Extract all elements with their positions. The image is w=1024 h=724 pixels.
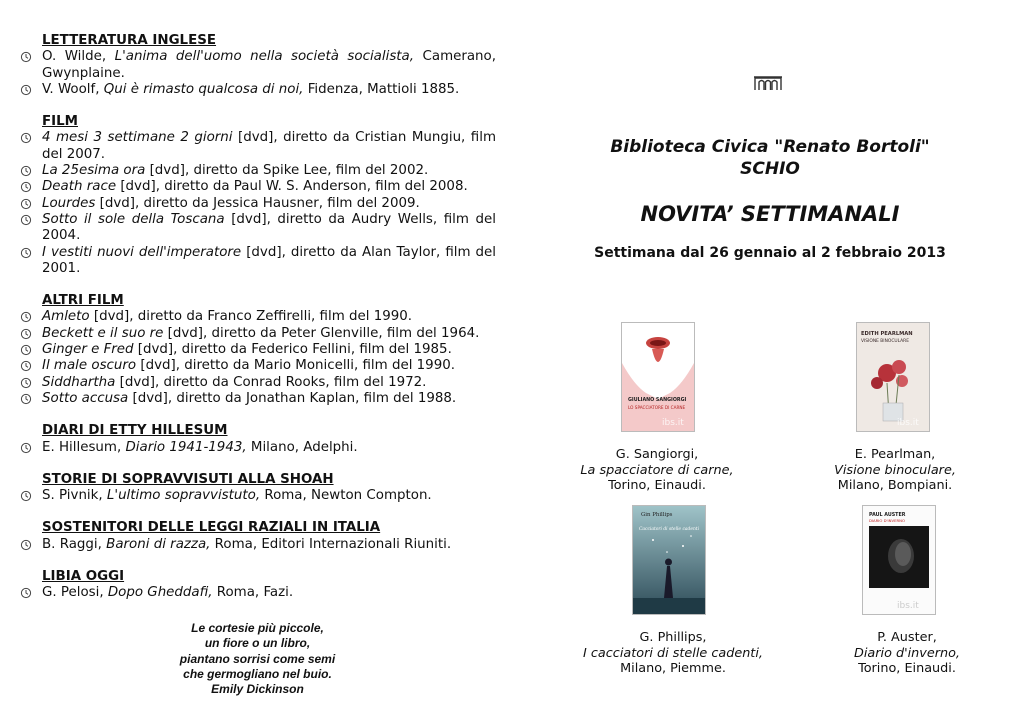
item-title: Amleto [42,309,90,325]
item-text: O. Wilde, [42,49,115,65]
list-item [20,309,496,325]
library-title [560,136,980,180]
book-cover [632,505,706,615]
book-title: Visione binoculare, [834,462,956,478]
item-details: [dvd], diretto da Mario Monicelli, film del 1990. [136,358,455,374]
book-entry [573,630,773,677]
sections-list [20,33,496,602]
item-details: [dvd], diretto da Federico Fellini, film del 1985. [133,342,452,358]
clock-bullet-icon [20,587,32,599]
item-details: Roma, Editori Internazionali Riuniti. [210,536,452,552]
item-details: [dvd], diretto da Audry Wells, film del 2004. [42,211,496,244]
list-item [20,440,496,456]
list-item [20,375,496,391]
item-text: V. Woolf, [42,81,104,97]
section-title: FILM [42,114,78,130]
section [20,33,496,98]
cover-author: PAUL AUSTER [869,513,906,518]
clock-bullet-icon [20,311,32,323]
item-details: [dvd], diretto da Jonathan Kaplan, film del 1988. [128,390,457,406]
library-name: Biblioteca Civica "Renato Bortoli" [610,137,930,157]
item-details: [dvd], diretto da Peter Glenville, film del 1964. [163,325,480,341]
clock-bullet-icon [20,214,32,226]
book-author: P. Auster, [877,630,937,645]
clock-bullet-icon [20,393,32,405]
list-item [20,342,496,358]
clock-bullet-icon [20,51,32,63]
item-details: [dvd], diretto da Alan Taylor, film del 2001. [42,244,496,276]
library-city: SCHIO [740,159,800,179]
week-range: Settimana dal 26 gennaio al 2 febbraio 2013 [594,245,946,261]
list-item [20,179,496,195]
item-title: Death race [42,179,117,195]
book-entry [795,447,995,494]
item-title: Baroni di razza, [106,536,211,552]
clock-bullet-icon [20,247,32,259]
item-details: [dvd], diretto da Conrad Rooks, film del 1972. [115,374,427,390]
clock-bullet-icon [20,198,32,210]
cover-title: Cacciatori di stelle cadenti [639,526,700,532]
item-title: Beckett e il suo re [42,325,164,341]
list-item [20,196,496,212]
book-author: E. Pearlman, [854,447,936,462]
list-item [20,212,496,245]
item-details: Roma, Newton Compton. [260,488,432,504]
item-details: [dvd], diretto da Franco Zeffirelli, film del 1990. [89,309,413,325]
item-details: Fidenza, Mattioli 1885. [303,81,460,97]
item-title: Il male oscuro [42,358,137,374]
book-publisher: Torino, Einaudi. [608,478,706,493]
item-title: Dopo Gheddafi, [107,585,213,601]
quote-line: Le cortesie più piccole, [191,621,324,635]
cover-watermark: ibs.it [897,601,919,611]
list-item [20,488,496,504]
clock-bullet-icon [20,181,32,193]
book-author: G. Sangiorgi, [615,447,699,462]
item-title: Siddhartha [42,374,116,390]
clock-bullet-icon [20,360,32,372]
section-title: LETTERATURA INGLESE [42,33,217,48]
cover-author: Gin Phillips [641,512,673,518]
clock-bullet-icon [20,539,32,551]
cover-watermark: ibs.it [662,418,684,428]
list-item [20,585,496,601]
clock-bullet-icon [20,377,32,389]
quote-line: che germogliano nel buio. [183,666,332,681]
left-column [20,33,496,618]
clock-bullet-icon [20,344,32,356]
section [20,520,496,553]
list-item [20,326,496,342]
book-cover [856,322,930,432]
item-title: I vestiti nuovi dell'imperatore [42,244,242,260]
item-text: E. Hillesum, [42,439,126,455]
clock-bullet-icon [20,84,32,96]
item-details: [dvd], diretto da Spike Lee, film del 2002. [145,163,429,179]
item-title: L'ultimo sopravvistuto, [106,488,261,504]
quote-line: piantano sorrisi come semi [179,651,336,666]
book-author: G. Phillips, [639,630,707,645]
list-item [20,130,496,163]
book-cover [621,322,695,432]
section-title: LIBIA OGGI [42,569,125,585]
item-title: 4 mesi 3 settimane 2 giorni [42,130,233,146]
page-title: NOVITA’ SETTIMANALI [640,202,900,226]
cover-author: EDITH PEARLMAN [861,331,913,337]
quote-line: un fiore o un libro, [204,636,311,651]
item-title: Diario 1941-1943, [125,439,247,455]
item-text: G. Pelosi, [42,585,108,601]
library-logo-icon [753,72,783,92]
clock-bullet-icon [20,442,32,454]
clock-bullet-icon [20,165,32,177]
item-text: S. Pivnik, [42,488,107,504]
list-item [20,245,496,278]
item-title: La 25esima ora [42,163,146,179]
cover-author: GIULIANO SANGIORGI [628,398,687,403]
item-title: Sotto accusa [42,390,129,406]
book-title: Diario d'inverno, [854,645,960,661]
section [20,114,496,277]
list-item [20,163,496,179]
quote-author: Emily Dickinson [211,682,304,697]
cover-title: VISIONE BINOCULARE [861,339,909,344]
book-publisher: Milano, Bompiani. [837,478,953,493]
item-details: [dvd], diretto da Jessica Hausner, film del 2009. [95,195,420,211]
section-title: SOSTENITORI DELLE LEGGI RAZIALI IN ITALIA [42,520,381,536]
quote [150,621,365,697]
section [20,423,496,456]
section [20,472,496,505]
section [20,569,496,602]
book-entry [557,447,757,494]
item-details: Roma, Fazi. [212,585,294,601]
section [20,293,496,407]
item-text: B. Raggi, [42,536,107,552]
clock-bullet-icon [20,328,32,340]
cover-title: LO SPACCIATORE DI CARNE [628,405,686,410]
item-title: Sotto il sole della Toscana [42,211,225,227]
cover-watermark: ibs.it [897,418,919,428]
item-title: L'anima dell'uomo nella società socialista, [114,49,415,65]
item-title: Lourdes [42,195,96,211]
book-title: I cacciatori di stelle cadenti, [583,645,763,661]
cover-title: DIARIO D'INVERNO [869,518,905,523]
book-cover [862,505,936,615]
list-item [20,82,496,98]
clock-bullet-icon [20,490,32,502]
item-details: [dvd], diretto da Cristian Mungiu, film del 2007. [42,130,496,162]
list-item [20,49,496,82]
item-details: [dvd], diretto da Paul W. S. Anderson, film del 2008. [116,179,468,195]
book-title: La spacciatore di carne, [580,462,734,478]
item-title: Qui è rimasto qualcosa di noi, [103,81,304,97]
book-publisher: Torino, Einaudi. [858,661,956,676]
book-entry [807,630,1007,677]
list-item [20,358,496,374]
item-details: Camerano, Gwynplaine. [42,49,496,81]
clock-bullet-icon [20,132,32,144]
section-title: STORIE DI SOPRAVVISUTI ALLA SHOAH [42,471,334,487]
list-item [20,537,496,553]
section-title: ALTRI FILM [42,293,124,309]
section-title: DIARI DI ETTY HILLESUM [42,423,228,439]
list-item [20,391,496,407]
book-publisher: Milano, Piemme. [620,661,726,676]
item-title: Ginger e Fred [42,342,134,358]
item-details: Milano, Adelphi. [246,439,358,455]
